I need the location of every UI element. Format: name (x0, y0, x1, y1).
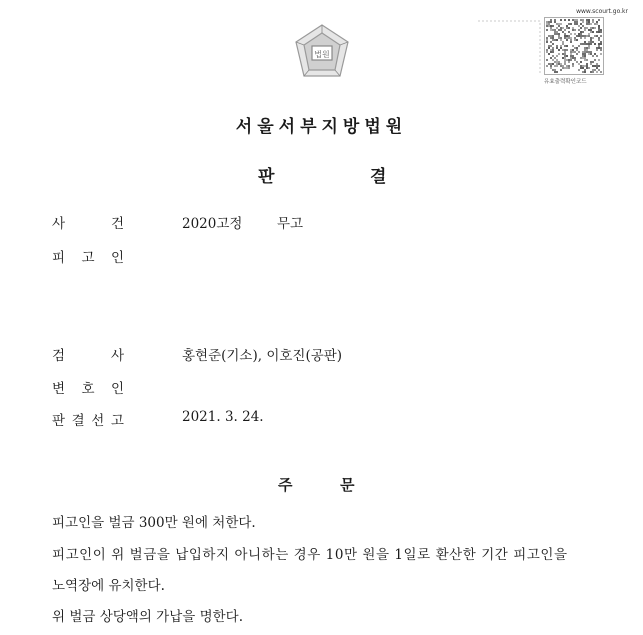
order-line: 피고인을 벌금 300만 원에 처한다. (52, 515, 256, 531)
document-title-right: 결 (370, 167, 387, 187)
verification-caption: 유효출력확인코드 (544, 79, 587, 85)
case-label: 사 건 (52, 216, 124, 232)
court-name: 서울서부지방법원 (235, 117, 408, 137)
order-line: 피고인이 위 벌금을 납입하지 아니하는 경우 10만 원을 1일로 환산한 기간 피고인을 (52, 547, 568, 563)
document-title-left: 판 (258, 167, 275, 187)
case-number: 2020고정 (182, 216, 243, 232)
verification-url: www.scourt.go.kr (576, 8, 628, 15)
prosecutor-label: 검 사 (52, 348, 124, 364)
prosecutor-value: 홍현준(기소), 이호진(공판) (182, 348, 343, 364)
order-heading-right: 문 (340, 476, 355, 494)
judgment-date-value: 2021. 3. 24. (182, 409, 264, 425)
defense-counsel-label: 변 호 인 (52, 381, 124, 397)
emblem-text: 법원 (314, 50, 330, 59)
case-name: 무고 (277, 216, 304, 232)
order-line: 위 벌금 상당액의 가납을 명한다. (52, 609, 243, 625)
stamp-outline (478, 20, 542, 76)
judgment-date-label: 판 결 선 고 (52, 413, 124, 429)
verification-block (478, 8, 628, 88)
defendant-label: 피 고 인 (52, 250, 124, 266)
order-line: 노역장에 유치한다. (52, 578, 165, 594)
court-emblem-icon (290, 22, 354, 86)
qr-code-icon[interactable] (544, 17, 604, 75)
order-heading-left: 주 (278, 476, 293, 494)
